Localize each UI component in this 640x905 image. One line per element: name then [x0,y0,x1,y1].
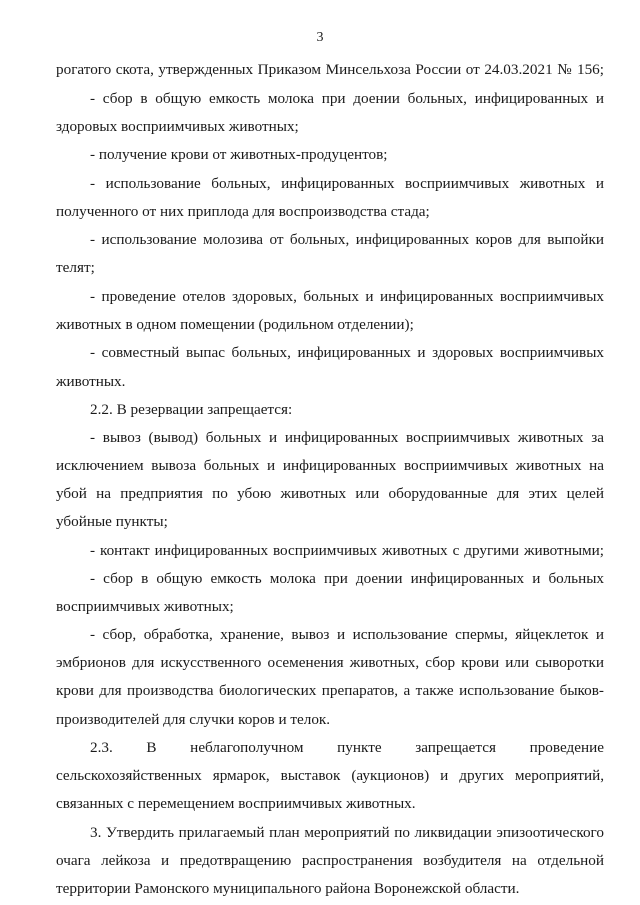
text-line: телят; [56,259,95,276]
text-line: сельскохозяйственных ярмарок, выставок (аукционов) и других мероприятий, [56,767,604,784]
text-line: - контакт инфицированных восприимчивых животных с другими животными; [90,542,604,559]
text-line: - вывоз (вывод) больных и инфицированных восприимчивых животных за [90,429,604,446]
text-line: - совместный выпас больных, инфицированных и здоровых восприимчивых [90,344,604,361]
text-line: - проведение отелов здоровых, больных и инфицированных восприимчивых [90,288,604,305]
text-line: эмбрионов для искусственного осеменения животных, сбор крови или сыворотки [56,654,604,671]
text-line: 2.3. В неблагополучном пункте запрещается проведение [90,739,604,756]
text-line: территории Рамонского муниципального района Воронежской области. [56,880,520,897]
text-line: животных в одном помещении (родильном отделении); [56,316,414,333]
text-line: - использование больных, инфицированных восприимчивых животных и [90,175,604,192]
text-line: - получение крови от животных-продуцентов; [90,146,388,163]
text-line: восприимчивых животных; [56,598,234,615]
text-line: здоровых восприимчивых животных; [56,118,299,135]
text-line: производителей для случки коров и телок. [56,711,331,728]
text-line: убой на предприятия по убою животных или оборудованные для этих целей [56,485,604,502]
text-line: - использование молозива от больных, инфицированных коров для выпойки [90,231,604,248]
text-line: исключением вывоза больных и инфицированных восприимчивых животных на [56,457,604,474]
text-line: 3. Утвердить прилагаемый план мероприятий по ликвидации эпизоотического [90,824,604,841]
text-line: - сбор в общую емкость молока при доении инфицированных и больных [90,570,604,587]
text-line: - сбор в общую емкость молока при доении больных, инфицированных и [90,90,604,107]
section-heading: 2.2. В резервации запрещается: [90,401,293,418]
text-line: убойные пункты; [56,513,168,530]
text-line: полученного от них приплода для воспроизводства стада; [56,203,430,220]
text-line: связанных с перемещением восприимчивых животных. [56,795,416,812]
page-number: 3 [316,30,324,45]
text-line: - сбор, обработка, хранение, вывоз и использование спермы, яйцеклеток и [90,626,604,643]
text-line: рогатого скота, утвержденных Приказом Минсельхоза России от 24.03.2021 № 156; [56,61,604,78]
text-line: крови для производства биологических препаратов, а также использование быков- [56,682,604,699]
text-line: очага лейкоза и предотвращению распространения возбудителя на отдельной [56,852,604,869]
text-line: животных. [56,373,126,390]
